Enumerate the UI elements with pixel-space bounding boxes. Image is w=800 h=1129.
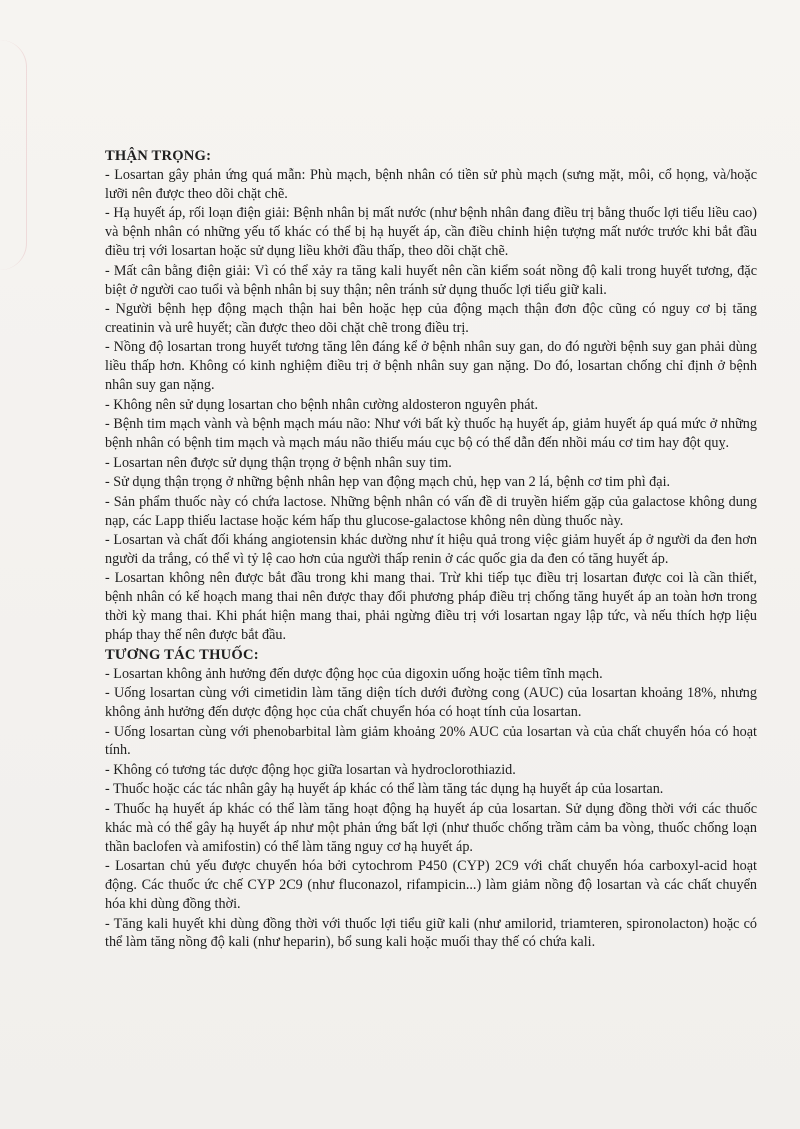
document-content (105, 147, 757, 953)
paragraph: - Losartan không ảnh hưởng đến dược động học của digoxin uống hoặc tiêm tĩnh mạch. (105, 665, 603, 682)
paragraph: - Nồng độ losartan trong huyết tương tăng lên đáng kể ở bệnh nhân suy gan, do đó người bệnh suy gan phải dùng liều thấp hơn. Không có kinh nghiệm điều trị ở bệnh nhân suy gan nặng. Do đó, losartan chống chỉ định ở bệnh nhân suy gan nặng. (105, 339, 757, 394)
paragraph: - Người bệnh hẹp động mạch thận hai bên hoặc hẹp của động mạch thận đơn độc cũng có nguy cơ bị tăng creatinin và urê huyết; cần được theo dõi chặt chẽ trong điều trị. (105, 301, 757, 336)
paragraph: - Sử dụng thận trọng ở những bệnh nhân hẹp van động mạch chủ, hẹp van 2 lá, bệnh cơ tim phì đại. (105, 474, 671, 491)
section-heading: TƯƠNG TÁC THUỐC: (105, 646, 259, 663)
paragraph: - Hạ huyết áp, rối loạn điện giải: Bệnh nhân bị mất nước (như bệnh nhân đang điều trị bằng thuốc lợi tiểu liều cao) và bệnh nhân có những yếu tố khác có thể bị hạ huyết áp, cần điều chỉnh hiện tượng mất nước trước khi bắt đầu điều trị với losartan hoặc sử dụng liều khởi đầu thấp, theo dõi chặt chẽ. (105, 205, 757, 260)
paragraph: - Uống losartan cùng với phenobarbital làm giảm khoảng 20% AUC của losartan và của chất chuyển hóa có hoạt tính. (105, 723, 757, 759)
paragraph: - Losartan không nên được bắt đầu trong khi mang thai. Trừ khi tiếp tục điều trị losartan được coi là cần thiết, bệnh nhân có kế hoạch mang thai nên được thay đổi phương pháp điều trị chống tăng huyết áp an toàn hơn trong thời kỳ mang thai. Khi phát hiện mang thai, phải ngừng điều trị với losartan ngay lập tức, và nếu thích hợp liệu pháp thay thế nên được bắt đầu. (105, 570, 757, 644)
paragraph: - Thuốc hạ huyết áp khác có thể làm tăng hoạt động hạ huyết áp của losartan. Sử dụng đồng thời với các thuốc khác mà có thể gây hạ huyết áp như một phản ứng bất lợi (như thuốc chống trầm cảm ba vòng, thuốc chống loạn thần baclofen và amifostin) có thể làm tăng nguy cơ hạ huyết áp. (105, 800, 757, 855)
paragraph: - Không có tương tác dược động học giữa losartan và hydroclorothiazid. (105, 761, 516, 778)
paragraph: - Losartan và chất đối kháng angiotensin khác dường như ít hiệu quả trong việc giảm huyết áp ở người da đen hơn người da trắng, có thể vì tỷ lệ cao hơn của người thấp renin ở các quốc gia da đen có tăng huyết áp. (105, 532, 757, 567)
paragraph: - Thuốc hoặc các tác nhân gây hạ huyết áp khác có thể làm tăng tác dụng hạ huyết áp của losartan. (105, 781, 664, 798)
paragraph: - Không nên sử dụng losartan cho bệnh nhân cường aldosteron nguyên phát. (105, 396, 539, 413)
paragraph: - Sản phẩm thuốc này có chứa lactose. Những bệnh nhân có vấn đề di truyền hiếm gặp của galactose không dung nạp, các Lapp thiếu lactase hoặc kém hấp thu glucose-galactose không nên dùng thuốc này. (105, 493, 757, 529)
paragraph: - Bệnh tim mạch vành và bệnh mạch máu não: Như với bất kỳ thuốc hạ huyết áp, giảm huyết áp quá mức ở những bệnh nhân có bệnh tim mạch và mạch máu não thiếu máu cục bộ có thể dẫn đến nhồi máu cơ tim hay đột quỵ. (105, 416, 757, 452)
paragraph: - Losartan nên được sử dụng thận trọng ở bệnh nhân suy tim. (105, 454, 452, 471)
paragraph: - Tăng kali huyết khi dùng đồng thời với thuốc lợi tiểu giữ kali (như amilorid, triamteren, spironolacton) hoặc có thể làm tăng nồng độ kali (như heparin), bổ sung kali hoặc muối thay thế có chứa kali. (105, 915, 757, 951)
stamp-fragment (0, 40, 27, 270)
section-precautions (105, 147, 757, 645)
section-heading: THẬN TRỌNG: (105, 148, 212, 164)
paragraph: - Mất cân bằng điện giải: Vì có thể xảy ra tăng kali huyết nên cần kiểm soát nồng độ kali trong huyết tương, đặc biệt ở người cao tuổi và bệnh nhân bị suy thận; nên tránh sử dụng thuốc lợi tiểu giữ kali. (105, 262, 757, 298)
paragraph: - Losartan gây phản ứng quá mẫn: Phù mạch, bệnh nhân có tiền sử phù mạch (sưng mặt, môi, cổ họng, và/hoặc lưỡi nên được theo dõi chặt chẽ. (105, 166, 757, 202)
section-drug-interactions (105, 646, 757, 953)
paragraph: - Losartan chủ yếu được chuyển hóa bởi cytochrom P450 (CYP) 2C9 với chất chuyển hóa carboxyl-acid hoạt động. Các thuốc ức chế CYP 2C9 (như fluconazol, rifampicin...) làm giảm nồng độ losartan và các chất chuyển hóa khi dùng đồng thời. (105, 858, 757, 913)
paragraph: - Uống losartan cùng với cimetidin làm tăng diện tích dưới đường cong (AUC) của losartan khoảng 18%, nhưng không ảnh hưởng đến dược động học của chất chuyển hóa có hoạt tính của losartan. (105, 685, 757, 720)
